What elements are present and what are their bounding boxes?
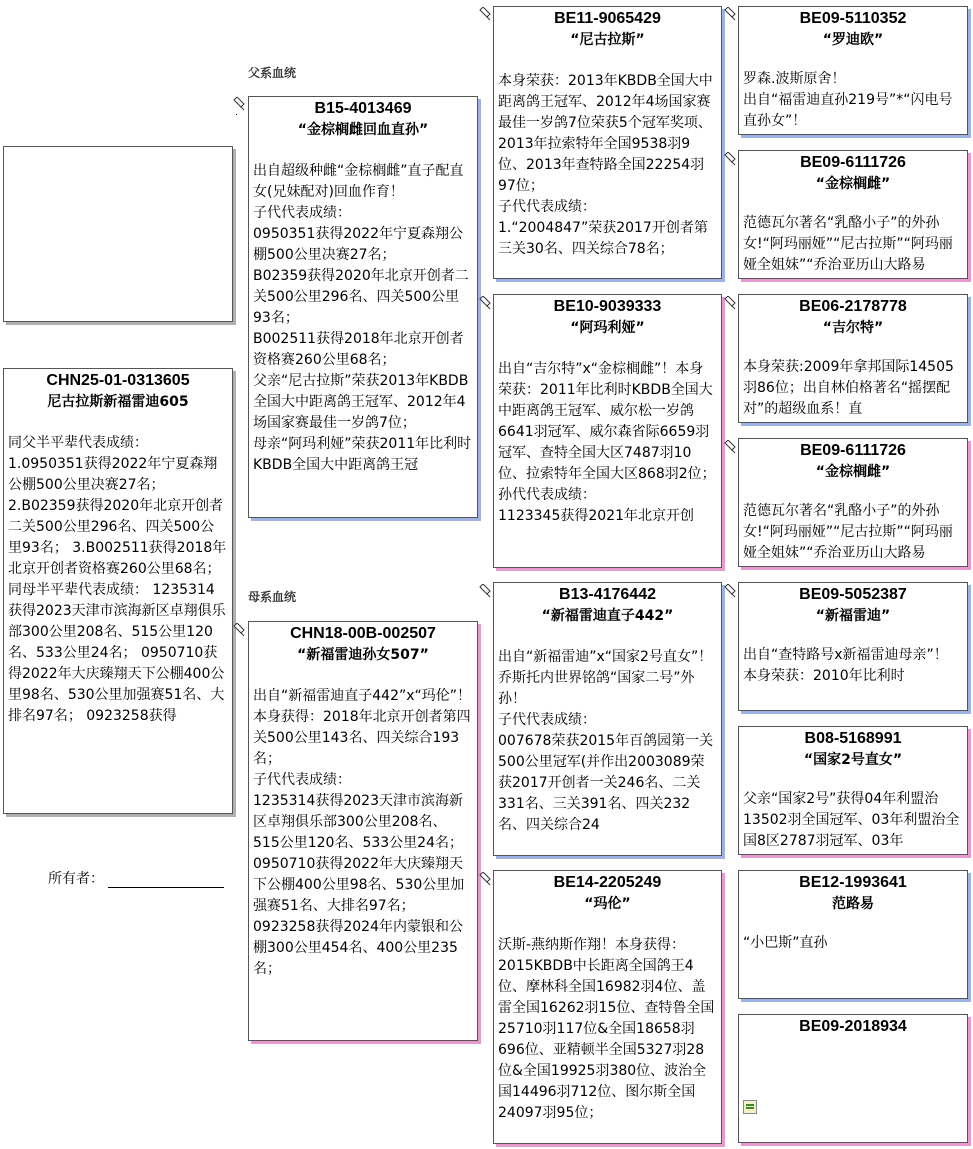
photo-frame [3, 146, 233, 322]
ssd-name: “金棕榈雌” [815, 176, 891, 192]
sss-desc: 罗森.波斯原舍！ 出自“福雷迪直孙219号”*“闪电号直孙女”！ [743, 71, 953, 129]
ds-card[interactable] [493, 582, 722, 856]
pointer-hand-icon[interactable] [232, 97, 246, 111]
dd-name: “玛伦” [584, 896, 631, 912]
pointer-hand-icon[interactable] [478, 296, 492, 310]
pointer-hand-icon[interactable] [232, 623, 246, 637]
owner-blank[interactable] [108, 873, 224, 888]
dsd-ring: B08-5168991 [804, 730, 902, 747]
ss-name: “尼古拉斯” [570, 32, 645, 48]
dss-desc: 出自“查特路号x新福雷迪母亲”！ 本身荣获：2010年比利时 [743, 647, 948, 684]
subject-desc: 同父半平辈代表成绩： 1.0950351获得2022年宁夏森翔公棚500公里决赛27名； 2.B02359获得2020年北京开创者二关500公里296名、四关500公里93名； 3.B002511获得2018年北京开创者资格赛260公里68名； 同母半平辈代表成绩： 1235314获得2023天津市滨海新区卓翔俱乐部300公里208名、515公里120名、533公里24名； 0950710获得2022年大庆臻翔天下公棚400公里98名、530公里加强赛51名、大排名97名； 0923258获得 [8, 435, 227, 724]
dam-line-label: 母系血统 [248, 590, 297, 604]
pointer-hand-icon[interactable] [478, 584, 492, 598]
sdd-ring: BE09-6111726 [800, 442, 906, 459]
sd-desc: 出自“吉尔特”x“金棕榈雌”！本身荣获：2011年比利时KBDB全国大中距离鸽王冠军、威尔松一岁鸽6641羽冠军、威尔森省际6659羽冠军、查特全国大区7487羽10位、拉索特年全国大区868羽2位； 孙代代表成绩： 1123345获得2021年北京开创 [498, 361, 716, 524]
ds-ring: B13-4176442 [559, 586, 656, 603]
ss-desc: 本身荣获：2013年KBDB全国大中距离鸽王冠军、2012年4场国家赛最佳一岁鸽7位荣获5个冠军奖项、2013年拉索特年全国9538羽9位、2013年查特路全国22254羽97位； 子代代表成绩： 1.“2004847”荣获2017开创者第三关30名、四关综合78名； [498, 73, 713, 257]
dd-desc: 沃斯-燕纳斯作翔！本身获得：2015KBDB中长距离全国鸽王4位、摩林科全国16982羽4位、盖雷全国16262羽15位、查特鲁全国25710羽117位&全国18658羽696位、亚精顿半全国5327羽28位&全国19925羽380位、波治全国14496羽712位、图尔斯全国24097羽95位； [498, 937, 715, 1121]
dss-ring: BE09-5052387 [799, 586, 907, 603]
sire-name: “金棕榈雌回血直孙” [297, 122, 429, 138]
pointer-hand-icon[interactable] [478, 872, 492, 886]
sds-name: “吉尔特” [822, 320, 884, 336]
ds-desc: 出自“新福雷迪”x“国家2号直女”！乔斯托内世界铭鸽“国家二号”外孙！ 子代代表成绩： 007678荣获2015年百鸽园第一关500公里冠军(并作出2003089荣获2017开创者一关246名、二关331名、三关391名、四关232名、四关综合24 [498, 649, 714, 833]
dds-desc: “小巴斯”直孙 [743, 935, 828, 951]
subject-card[interactable] [3, 368, 233, 814]
dsd-name: “国家2号直女” [803, 752, 903, 768]
dam-ring: CHN18-00B-002507 [290, 625, 436, 642]
ssd-card[interactable] [738, 150, 968, 279]
ssd-desc: 范德瓦尔著名“乳酪小子”的外孙女!“阿玛丽娅”“尼古拉斯”“阿玛丽娅全姐妹”“乔治亚历山大路易 [743, 215, 953, 273]
connector [236, 114, 237, 115]
dds-card[interactable] [738, 870, 968, 999]
sdd-name: “金棕榈雌” [815, 464, 891, 480]
sss-name: “罗迪欧” [822, 32, 884, 48]
sds-card[interactable] [738, 294, 968, 423]
dam-name: “新福雷迪孙女507” [297, 647, 429, 663]
sdd-desc: 范德瓦尔著名“乳酪小子”的外孙女!“阿玛丽娅”“尼古拉斯”“阿玛丽娅全姐妹”“乔治亚历山大路易 [743, 503, 953, 561]
sss-card[interactable] [738, 6, 968, 135]
pointer-hand-icon[interactable] [723, 152, 737, 166]
sire-card[interactable] [248, 96, 478, 518]
dd-card[interactable] [493, 870, 722, 1144]
ss-ring: BE11-9065429 [554, 10, 661, 27]
ddd-card[interactable] [738, 1014, 968, 1143]
pointer-hand-icon[interactable] [723, 440, 737, 454]
sire-ring: B15-4013469 [314, 100, 412, 117]
sire-line-label: 父系血统 [248, 66, 297, 80]
sds-desc: 本身荣获:2009年拿邦国际14505羽86位；出自林伯格著名“摇摆配对”的超级血系！直 [743, 359, 954, 417]
dds-name: 范路易 [832, 896, 874, 912]
sd-name: “阿玛利娅” [570, 320, 645, 336]
subject-name: 尼古拉斯新福雷迪605 [47, 394, 189, 410]
dam-card[interactable] [248, 621, 478, 1041]
dam-desc: 出自“新福雷迪直子442”x“玛伦”！ 本身获得：2018年北京开创者第四关500公里143名、四关综合193名； 子代代表成绩： 1235314获得2023天津市滨海新区卓翔俱乐部300公里208名、515公里120名、533公里24名； 0950710获得2022年大庆臻翔天下公棚400公里98名、530公里加强赛51名、大排名97名； 0923258获得2024年内蒙银和公棚300公里454名、400公里235名； [253, 688, 472, 977]
ds-name: “新福雷迪直子442” [541, 608, 674, 624]
pointer-hand-icon[interactable] [723, 7, 737, 21]
sss-ring: BE09-5110352 [799, 10, 907, 27]
dsd-card[interactable] [738, 726, 968, 855]
sd-card[interactable] [493, 294, 722, 568]
pointer-hand-icon[interactable] [723, 584, 737, 598]
ssd-ring: BE09-6111726 [800, 154, 906, 171]
ddd-ring: BE09-2018934 [799, 1018, 907, 1035]
dd-ring: BE14-2205249 [553, 874, 662, 891]
sds-ring: BE06-2178778 [799, 298, 907, 315]
dss-name: “新福雷迪” [815, 608, 891, 624]
sire-desc: 出自超级种雌“金棕榈雌”直子配直女(兄妹配对)回血作育！ 子代代表成绩： 0950351获得2022年宁夏森翔公棚500公里决赛27名； B02359获得2020年北京开创者二关500公里296名、四关500公里93名； B002511获得2018年北京开创者资格赛260公里68名； 父亲“尼古拉斯”荣获2013年KBDB全国大中距离鸽王冠军、2012年4场国家赛最佳一岁鸽7位； 母亲“阿玛利娅”荣获2011年比利时KBDB全国大中距离鸽王冠 [253, 163, 472, 473]
sdd-card[interactable] [738, 438, 968, 567]
sd-ring: BE10-9039333 [553, 298, 662, 315]
dds-ring: BE12-1993641 [799, 874, 907, 891]
note-edit-icon[interactable] [743, 1100, 757, 1114]
ss-card[interactable] [493, 6, 722, 279]
dsd-desc: 父亲“国家2号”获得04年利盟治13502羽全国冠军、03年利盟治全国8区2787羽冠军、03年 [743, 791, 960, 849]
pointer-hand-icon[interactable] [478, 7, 492, 21]
pointer-hand-icon[interactable] [723, 296, 737, 310]
subject-ring: CHN25-01-0313605 [46, 372, 190, 389]
owner-field [48, 868, 224, 888]
owner-label: 所有者： [48, 871, 104, 887]
dss-card[interactable] [738, 582, 968, 711]
